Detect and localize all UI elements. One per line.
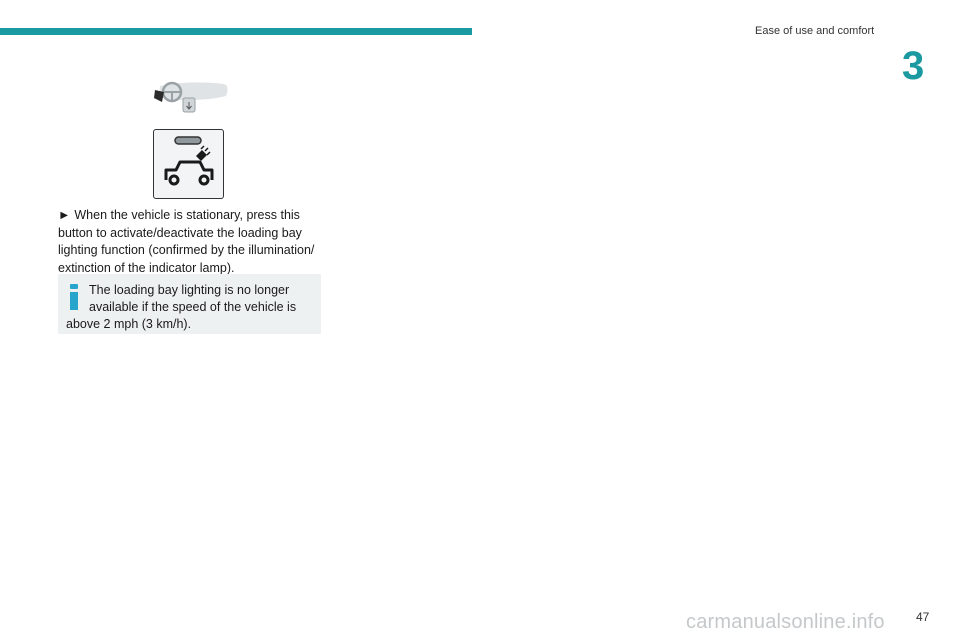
page-number: 47 — [916, 610, 930, 624]
instruction-bullet: ► — [58, 208, 71, 222]
loading-bay-lighting-button — [153, 129, 224, 199]
section-title: Ease of use and comfort — [755, 25, 875, 37]
instruction-paragraph — [58, 207, 320, 277]
info-icon — [68, 284, 80, 310]
watermark: carmanualsonline.info — [686, 611, 885, 633]
note-text: The loading bay lighting is no longer available if the speed of the vehicle is above 2 mph (3 km/h). — [66, 283, 297, 331]
info-note — [58, 274, 321, 334]
chapter-number: 3 — [902, 44, 925, 88]
instruction-text: When the vehicle is stationary, press this button to activate/deactivate the loading bay lighting function (confirmed by the illumination/ extinction of the indicator lamp). — [58, 208, 315, 275]
loading-bay-lighting-button-icon — [154, 130, 222, 197]
header-accent-bar — [0, 28, 472, 35]
steering-wheel-dashboard-icon — [150, 78, 230, 114]
